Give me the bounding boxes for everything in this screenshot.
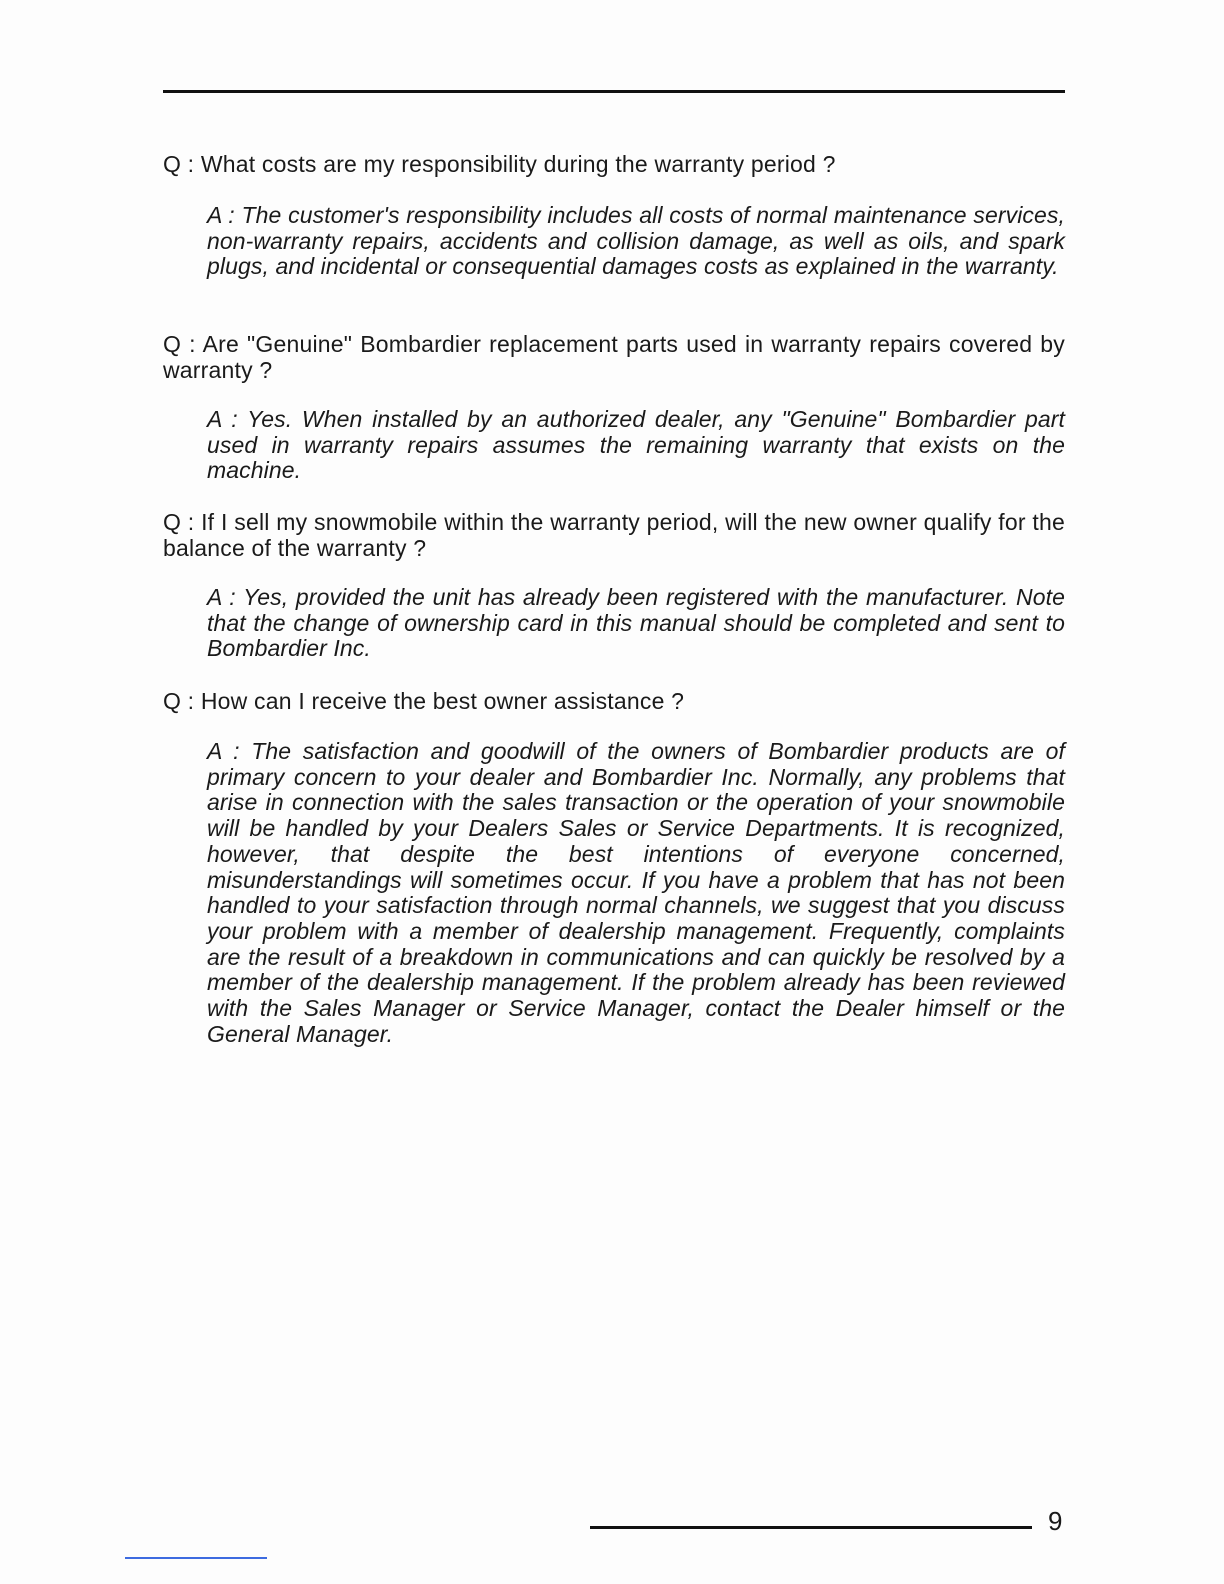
- answer-2: A : Yes. When installed by an authorized dealer, any "Genuine" Bombardier part used in warranty repairs assumes the remaining warranty that exists on the machine.: [207, 406, 1065, 484]
- answer-4: A : The satisfaction and goodwill of the owners of Bombardier products are of primary concern to your dealer and Bombardier Inc. Normally, any problems that arise in connection with the sales transaction or the operation of your snowmobile will be handled by your Dealers Sales or Service Departments. It is recognized, however, that despite the best intentions of everyone concerned, misunderstandings will sometimes occur. If you have a problem that has not been handled to your satisfaction through normal channels, we suggest that you discuss your problem with a member of dealership management. Frequently, complaints are the result of a breakdown in communications and can quickly be resolved by a member of the dealership management. If the problem already has been reviewed with the Sales Manager or Service Manager, contact the Dealer himself or the General Manager.: [207, 738, 1065, 1047]
- answer-3: A : Yes, provided the unit has already been registered with the manufacturer. Note that the change of ownership card in this manual should be completed and sent to Bombardier Inc.: [207, 584, 1065, 662]
- question-1: Q : What costs are my responsibility during the warranty period ?: [163, 151, 836, 177]
- question-4: Q : How can I receive the best owner assistance ?: [163, 688, 685, 714]
- question-3: Q : If I sell my snowmobile within the warranty period, will the new owner qualify for the balance of the warranty ?: [163, 509, 1065, 561]
- answer-1: A : The customer's responsibility includes all costs of normal maintenance services, non-warranty repairs, accidents and collision damage, as well as oils, and spark plugs, and incidental or consequential damages costs as explained in the warranty.: [207, 202, 1065, 280]
- page-number: 9: [1048, 1506, 1063, 1536]
- corner-mark: [125, 1557, 267, 1559]
- bottom-rule: [590, 1526, 1032, 1529]
- question-2: Q : Are "Genuine" Bombardier replacement parts used in warranty repairs covered by warranty ?: [163, 331, 1065, 383]
- top-rule: [163, 90, 1065, 93]
